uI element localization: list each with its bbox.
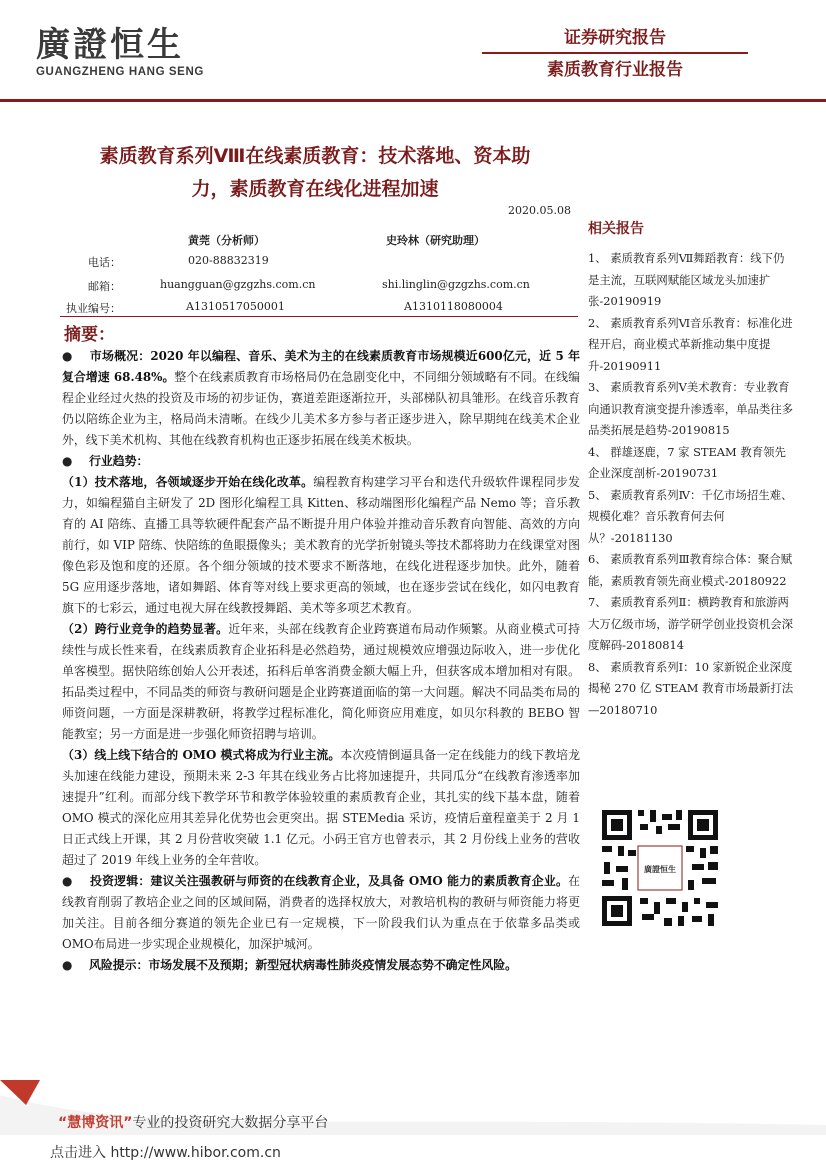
related-report-item[interactable]: 1、 素质教育系列Ⅶ舞蹈教育：线下仍是主流，互联网赋能区域龙头加速扩张-20190919 [588, 251, 785, 308]
trend-3 [62, 745, 580, 871]
author-1-name: 黄莞（分析师） [188, 234, 265, 247]
investment-logic-bold: 投资逻辑：建议关注强教研与师资的在线教育企业，及具备 OMO 能力的素质教育企业。 [89, 874, 569, 888]
footer-brand-text: 专业的投资研究大数据分享平台 [132, 1115, 329, 1131]
top-rule [0, 99, 826, 102]
trend-3-bold: （3）线上线下结合的 OMO 模式将成为行业主流。 [62, 748, 341, 762]
risk-warning-bold: 风险提示：市场发展不及预期；新型冠状病毒性肺炎疫情发展态势不确定性风险。 [88, 958, 518, 972]
industry-label: 素质教育行业报告 [547, 60, 683, 80]
author-2-email[interactable]: shi.linglin@gzgzhs.com.cn [382, 278, 530, 291]
author-2-name: 史玲林（研究助理） [386, 234, 485, 247]
trend-heading [62, 451, 580, 472]
market-overview-bold: 市场概况：2020 年以编程、音乐、美术为主的在线素质教育市场规模近600亿元，近 5 年复合增速 68.48%。 [62, 349, 581, 384]
report-title [60, 140, 570, 206]
footer-brand [58, 1112, 328, 1132]
title-line-1: 素质教育系列Ⅷ在线素质教育：技术落地、资本助 [99, 145, 531, 167]
report-header [482, 26, 748, 82]
market-overview [62, 346, 580, 451]
trend-2-bold: （2）跨行业竞争的趋势显著。 [62, 622, 229, 636]
trend-3-text: 本次疫情倒逼具备一定在线能力的线下教培龙头加速在线能力建设，预期未来 2-3 年其在线业务占比将加速提升，共同瓜分“在线教育渗透率加速提升”红利。而部分线下教学环节和教学体验较重的素质教育企业，其扎实的线下基本盘，随着 OMO 模式的深化应用其差异化优势也会更突出。据 STEMedia 采访，疫情后童程童美于 2 月 1 日正式线上开课，其 2 月份营收突破 1.1 亿元。小码王官方也曾表示，其 2 月份线上业务的营收超过了 2019 年线上业务的全年营收。 [62, 748, 580, 867]
footer-link[interactable]: 点击进入 http://www.hibor.com.cn [50, 1145, 281, 1161]
related-reports [588, 218, 794, 721]
header-divider [482, 52, 748, 54]
market-overview-text: 整个在线素质教育市场格局仍在急剧变化中，不同细分领域略有不同。在线编程企业经过火热的投资及市场的初步证伪，赛道差距逐渐拉开，头部梯队初具雏形。在线音乐教育仍以陪练企业为主，格局尚未清晰。在线少儿美术多方参与者正逐步进入，除早期纯在线美术企业外，线下美术机构、其他在线教育机构也正逐步拓展在线美术板块。 [62, 370, 580, 447]
bullet-icon: ● [62, 454, 89, 468]
investment-logic-text: 在线教育削弱了教培企业之间的区域间隔，消费者的选择权放大，对教培机构的教研与师资能力将更加关注。目前各细分赛道的领先企业已有一定规模，下一阶段我们认为重点在于依靠多品类或OMO布局进一步实现企业规模化，加深护城河。 [62, 874, 580, 951]
author-1-cert: A1310517050001 [186, 300, 285, 313]
author-1-email[interactable]: huangguan@gzgzhs.com.cn [160, 278, 316, 291]
bullet-icon: ● [62, 958, 89, 972]
cert-label: 执业编号： [66, 302, 121, 315]
logo-chinese: 廣證恒生 [36, 25, 184, 65]
trend-heading-bold: 行业趋势： [88, 454, 149, 468]
trend-1 [62, 472, 580, 619]
qr-code-icon [598, 806, 722, 930]
related-reports-title: 相关报告 [588, 221, 644, 237]
related-report-item[interactable]: 8、 素质教育系列Ⅰ：10 家新锐企业深度揭秘 270 亿 STEAM 教育市场最新打法—20180710 [588, 659, 794, 717]
trend-1-text: 编程教育构建学习平台和迭代升级软件课程同步发力，如编程猫自主研发了 2D 图形化编程工具 Kitten、移动端图形化编程产品 Nemo 等；音乐教育的 AI 陪练、直播工具等软硬件配套产品不断提升用户体验并推动音乐教育向智能、高效的方向前行，如 VIP 陪练、快陪练的鱼眼摄像头；美术教育的光学折射镜头等技术都将助力在线课堂对图像色彩及饱和度的还原。各个细分领域的技术要求不断落地，在线化进程逐步加快。此外，随着 5G 应用逐步落地，诸如舞蹈、体育等对线上要求更高的领域，也在逐步尝试在线化，如闪电教育旗下的七彩云，通过电视大屏在线教授舞蹈、美术等多项艺术教育。 [62, 475, 580, 615]
related-report-item[interactable]: 6、 素质教育系列Ⅲ教育综合体：聚合赋能，素质教育领先商业模式-20180922 [588, 552, 793, 588]
report-type: 证券研究报告 [564, 28, 666, 48]
trend-2 [62, 619, 580, 745]
title-line-2: 力，素质教育在线化进程加速 [191, 178, 439, 200]
bullet-icon: ● [62, 874, 90, 888]
trend-2-text: 近年来，头部在线教育企业跨赛道布局动作频繁。从商业模式可持续性与成长性来看，在线素质教育企业拓科是必然趋势，通过规模效应增强边际收入，进一步优化单客模型。据快陪练创始人公开表述，拓科后单客消费金额大幅上升，但获客成本增加相对有限。拓品类过程中，不同品类的师资与教研问题是企业跨赛道面临的第一大问题。解决不同品类布局的师资问题，一方面是深耕教研，将教学过程标准化，简化师资应用难度，如贝尔科教的 BEBO 智能教室；另一方面是进一步强化师资招聘与培训。 [62, 622, 580, 741]
risk-warning [62, 955, 580, 976]
related-report-item[interactable]: 7、 素质教育系列Ⅱ：横跨教育和旅游两大万亿级市场，游学研学创业投资机会深度解码-20180814 [588, 595, 794, 652]
trend-1-bold: （1）技术落地，各领域逐步开始在线化改革。 [62, 475, 314, 489]
abstract-body [62, 346, 580, 976]
investment-logic [62, 871, 580, 955]
report-date: 2020.05.08 [508, 204, 571, 217]
company-logo [36, 26, 204, 78]
abstract-heading: 摘要： [64, 325, 115, 345]
bullet-icon: ● [62, 349, 90, 363]
author-2-cert: A1310118080004 [404, 300, 503, 313]
footer-brand-highlight: “慧博资讯” [58, 1115, 133, 1131]
qr-logo-text: 廣證恒生 [644, 865, 676, 874]
related-report-item[interactable]: 3、 素质教育系列Ⅴ美术教育：专业教育向通识教育演变提升渗透率，单品类往多品类拓展是趋势-20190815 [588, 380, 794, 437]
related-report-item[interactable]: 2、 素质教育系列Ⅵ音乐教育：标准化进程开启，商业模式革新推动集中度提升-20190911 [588, 315, 793, 373]
abstract-divider [60, 316, 578, 317]
logo-english: GUANGZHENG HANG SENG [36, 66, 204, 78]
related-report-item[interactable]: 4、 群雄逐鹿，7 家 STEAM 教育领先企业深度剖析-20190731 [588, 444, 786, 480]
author-1-phone: 020-88832319 [188, 254, 269, 267]
phone-label: 电话： [88, 256, 121, 269]
email-label: 邮箱： [88, 280, 121, 293]
related-report-item[interactable]: 5、 素质教育系列Ⅳ：千亿市场招生难、规模化难？音乐教育何去何从？-20181130 [588, 487, 793, 545]
